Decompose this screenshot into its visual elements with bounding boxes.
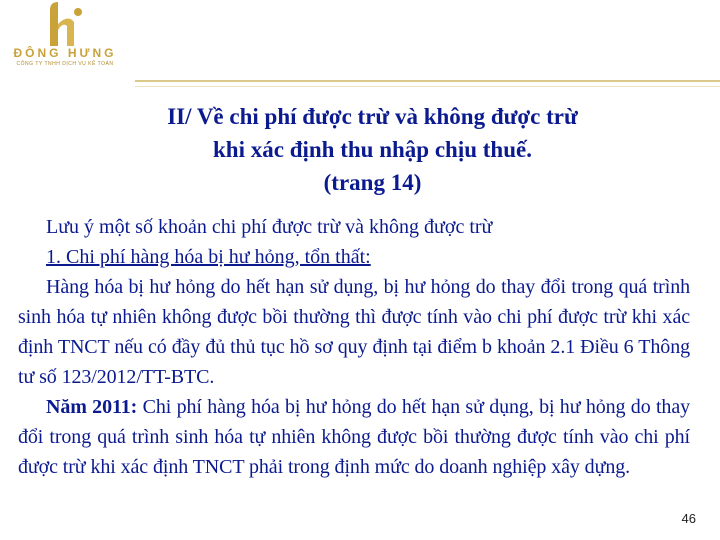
header-divider-thin <box>135 86 720 87</box>
note-line: Lưu ý một số khoản chi phí được trừ và không được trừ <box>46 216 493 238</box>
paragraph-1: Hàng hóa bị hư hỏng do hết hạn sử dụng, bị hư hỏng do thay đổi trong quá trình sinh hóa tự nhiên không được bồi thường thì được tính vào chi phí được trừ khi xác định TNCT nếu có đầy đủ thủ tục hồ sơ quy định tại điểm b khoản 2.1 Điều 6 Thông tư số 123/2012/TT-BTC. <box>18 276 690 388</box>
paragraph-2-lead: Năm 2011: <box>46 396 138 418</box>
title-line-2: khi xác định thu nhập chịu thuế. <box>213 137 532 162</box>
header-divider <box>135 80 720 82</box>
section-subheading: 1. Chi phí hàng hóa bị hư hỏng, tổn thất: <box>46 246 371 268</box>
slide-body <box>18 212 690 482</box>
slide-title <box>100 100 645 199</box>
page-number: 46 <box>681 511 696 526</box>
title-line-3: (trang 14) <box>323 170 422 195</box>
title-line-1: II/ Về chi phí được trừ và không được trừ <box>167 104 578 129</box>
paragraph-2-body: Chi phí hàng hóa bị hư hỏng do hết hạn sử dụng, bị hư hỏng do thay đổi trong quá trình sinh hóa tự nhiên không được bồi thường được tính vào chi phí được trừ khi xác định TNCT phải trong định mức do doanh nghiệp xây dựng. <box>18 396 691 478</box>
brand-name: ĐÔNG HƯNG <box>13 46 117 60</box>
paragraph-2 <box>18 392 690 482</box>
logo-mark-icon <box>38 0 88 48</box>
company-logo <box>0 0 135 72</box>
brand-subtitle: CÔNG TY TNHH DỊCH VỤ KẾ TOÁN <box>16 61 114 67</box>
